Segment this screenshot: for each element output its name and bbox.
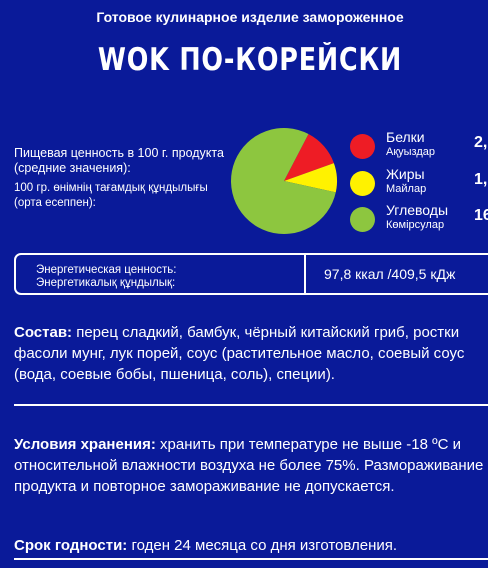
storage-text bbox=[14, 434, 484, 497]
energy-box bbox=[14, 253, 500, 295]
legend-name: Белки bbox=[386, 129, 425, 145]
legend-name-kz: Ақуыздар bbox=[386, 146, 436, 158]
nutrition-pie-chart bbox=[230, 127, 338, 235]
shelf-life-label: Срок годности: bbox=[14, 537, 128, 554]
divider-line-bottom bbox=[14, 558, 488, 560]
divider-line bbox=[14, 404, 488, 406]
energy-value: 97,8 ккал /409,5 кДж bbox=[324, 266, 456, 282]
shelf-life-text bbox=[14, 535, 484, 556]
product-subtitle: Готовое кулинарное изделие замороженное bbox=[96, 9, 404, 25]
legend-name: Жиры bbox=[386, 166, 425, 182]
legend-value: 1, bbox=[474, 171, 488, 188]
legend-swatch bbox=[350, 207, 375, 232]
storage-label: Условия хранения: bbox=[14, 436, 156, 453]
legend-name-kz: Көмірсулар bbox=[386, 219, 445, 231]
composition-text bbox=[14, 322, 484, 385]
legend-name: Углеводы bbox=[386, 202, 449, 218]
nutrition-title-kz: 100 гр. өнімнің тағамдық құндылығы (орта есеппен): bbox=[14, 182, 208, 209]
legend-value: 2, bbox=[474, 134, 488, 151]
energy-label-kz: Энергетикалық құндылық: bbox=[36, 277, 176, 289]
shelf-life-body: годен 24 месяца со дня изготовления. bbox=[127, 537, 398, 554]
product-title: WOK ПО-КОРЕЙСКИ bbox=[97, 42, 403, 78]
legend-value: 16, bbox=[474, 207, 497, 224]
composition-label: Состав: bbox=[14, 324, 73, 341]
legend-swatch bbox=[350, 134, 375, 159]
composition-body: перец сладкий, бамбук, чёрный китайский гриб, ростки фасоли мунг, лук порей, соус (растительное масло, соевый соус (вода, соевые бобы, пшеница, соль), специи). bbox=[14, 324, 465, 383]
storage-body: хранить при температуре не выше -18 ºС и относительной влажности воздуха не более 75%. Размораживание продукта и повторное замораживание не допускается. bbox=[14, 436, 484, 495]
legend-name-kz: Майлар bbox=[386, 183, 427, 195]
energy-label: Энергетическая ценность: bbox=[36, 264, 177, 276]
nutrition-title: Пищевая ценность в 100 г. продукта (средние значения): bbox=[14, 146, 224, 175]
energy-label-group bbox=[36, 264, 176, 290]
energy-divider bbox=[304, 255, 306, 293]
legend-swatch bbox=[350, 171, 375, 196]
